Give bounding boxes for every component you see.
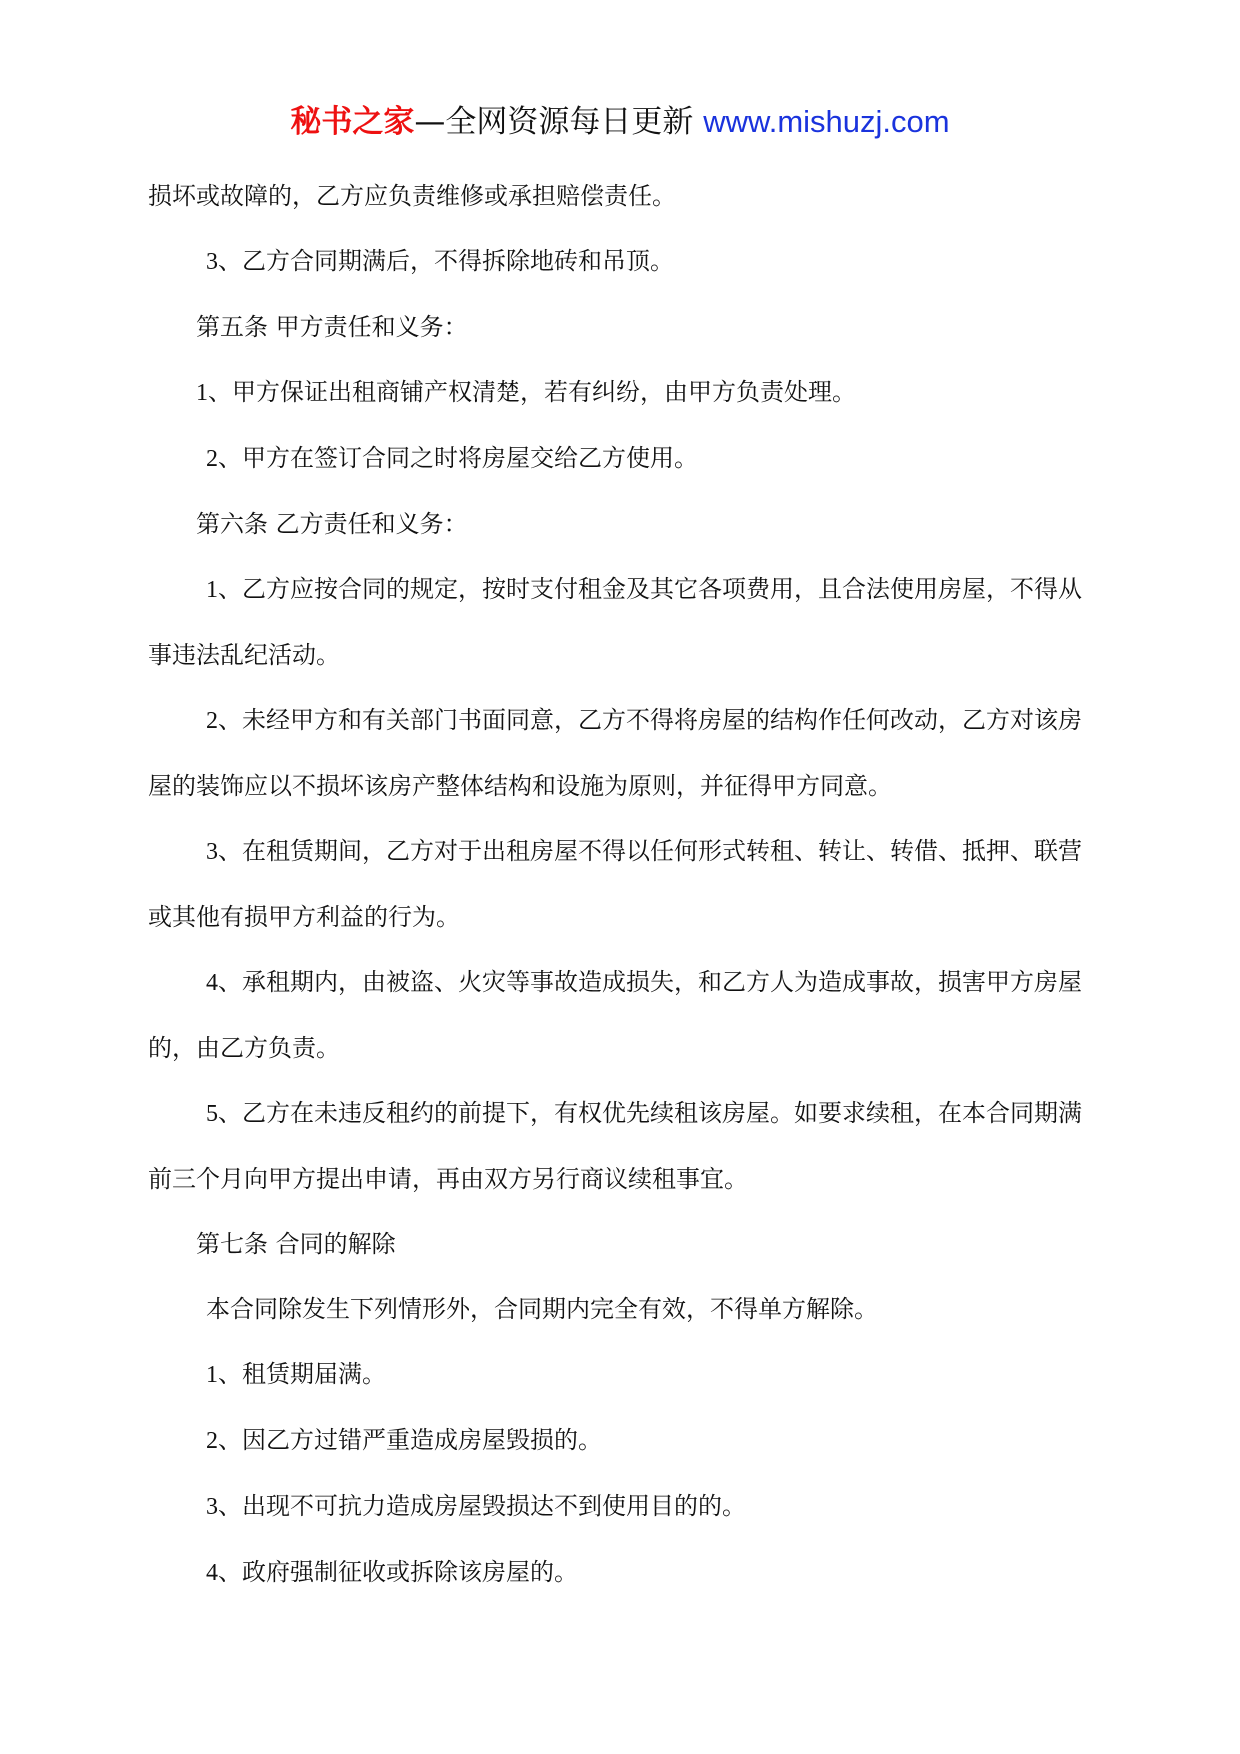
clause-item: 2、因乙方过错严重造成房屋毁损的。: [206, 1426, 602, 1454]
article-heading: 第六条 乙方责任和义务：: [196, 510, 468, 538]
header-tagline: —全网资源每日更新: [414, 104, 694, 140]
clause-item: 1、乙方应按合同的规定，按时支付租金及其它各项费用，且合法使用房屋，不得从事违法乱纪活动。: [148, 575, 1082, 669]
article-intro: 本合同除发生下列情形外，合同期内完全有效，不得单方解除。: [206, 1295, 878, 1323]
clause-item: 1、租赁期届满。: [206, 1360, 386, 1388]
clause-item: 1、甲方保证出租商铺产权清楚，若有纠纷，由甲方负责处理。: [196, 378, 856, 406]
brand-name: 秘书之家: [290, 104, 415, 140]
clause-item: 2、甲方在签订合同之时将房屋交给乙方使用。: [206, 444, 698, 472]
clause-item: 3、乙方合同期满后，不得拆除地砖和吊顶。: [206, 247, 674, 275]
paragraph-continuation: 损坏或故障的，乙方应负责维修或承担赔偿责任。: [148, 182, 676, 210]
article-heading: 第五条 甲方责任和义务：: [196, 313, 468, 341]
clause-item: 3、出现不可抗力造成房屋毁损达不到使用目的的。: [206, 1492, 746, 1520]
clause-item: 3、在租赁期间，乙方对于出租房屋不得以任何形式转租、转让、转借、抵押、联营或其他有损甲方利益的行为。: [148, 837, 1082, 931]
clause-item: 4、政府强制征收或拆除该房屋的。: [206, 1558, 578, 1586]
document-body: [148, 164, 1096, 1606]
clause-item: 2、未经甲方和有关部门书面同意，乙方不得将房屋的结构作任何改动，乙方对该房屋的装饰应以不损坏该房产整体结构和设施为原则，并征得甲方同意。: [148, 706, 1082, 800]
clause-item: 4、承租期内，由被盗、火灾等事故造成损失，和乙方人为造成事故，损害甲方房屋的，由乙方负责。: [148, 968, 1082, 1062]
site-url-link[interactable]: www.mishuzj.com: [703, 104, 950, 139]
article-heading: 第七条 合同的解除: [196, 1230, 396, 1258]
page-header: [0, 100, 1240, 144]
clause-item: 5、乙方在未违反租约的前提下，有权优先续租该房屋。如要求续租，在本合同期满前三个月向甲方提出申请，再由双方另行商议续租事宜。: [148, 1099, 1082, 1193]
